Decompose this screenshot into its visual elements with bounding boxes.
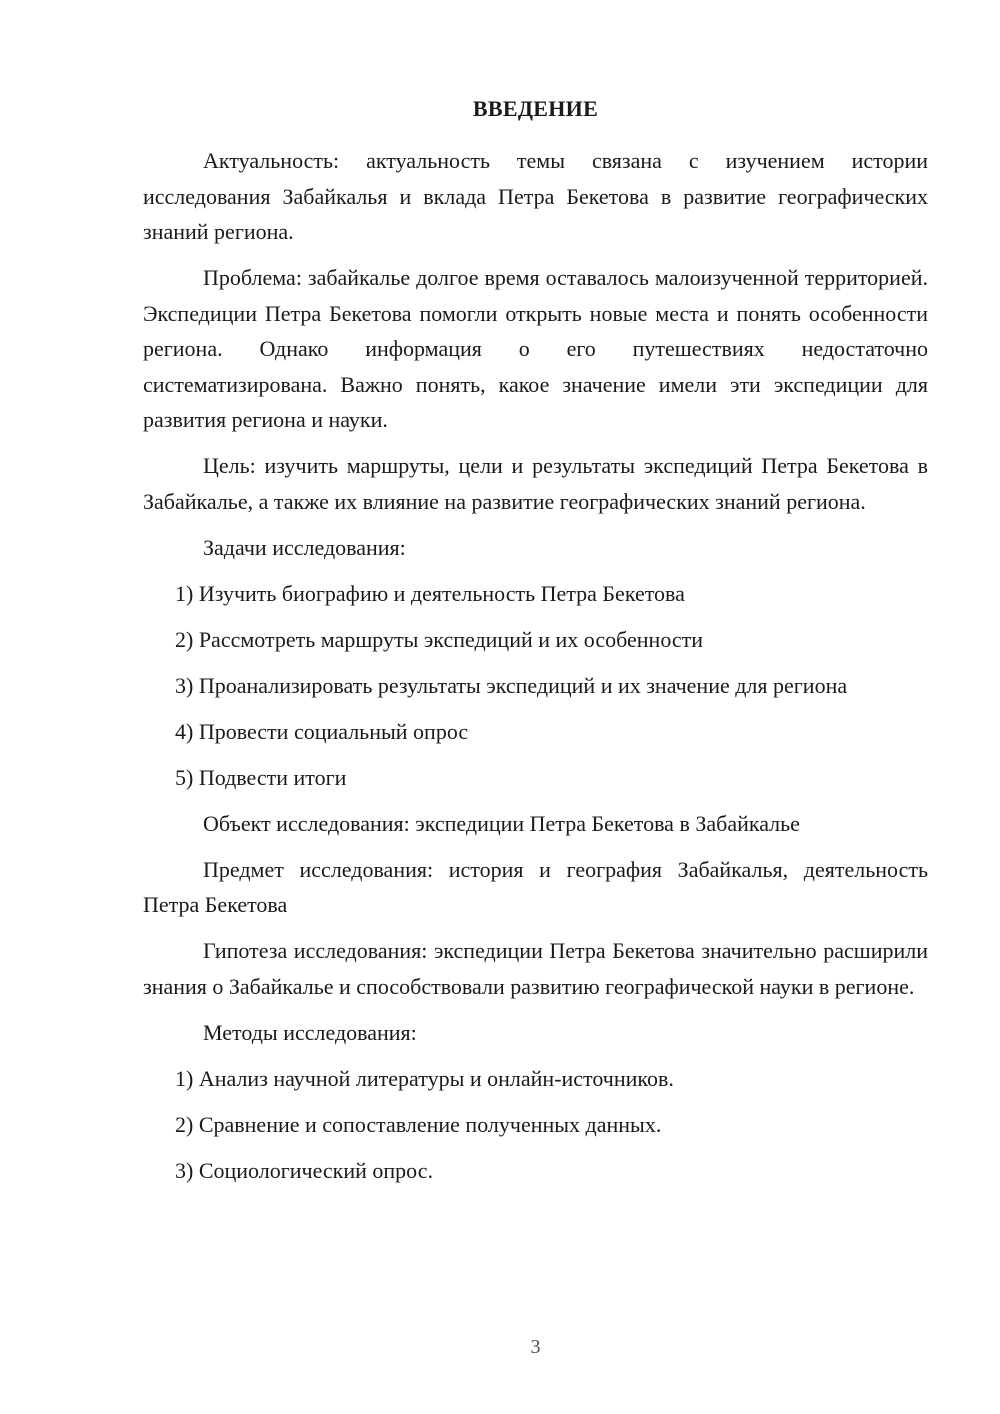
tasks-heading: Задачи исследования: xyxy=(203,534,406,560)
methods-heading: Методы исследования: xyxy=(203,1019,417,1045)
document-body xyxy=(143,143,928,1188)
list-item-method-1: 1) Анализ научной литературы и онлайн-источников. xyxy=(175,1065,674,1091)
list-item-method-3: 3) Социологический опрос. xyxy=(175,1157,433,1183)
list-item-task-5: 5) Подвести итоги xyxy=(175,764,347,790)
page-title: ВВЕДЕНИЕ xyxy=(472,96,599,121)
paragraph-problem: Проблема: забайкалье долгое время оставалось малоизученной территорией. Экспедиции Петра Бекетова помогли открыть новые места и понять особенности региона. Однако информация о его путешествиях недостаточно систематизирована. Важно понять, какое значение имели эти экспедиции для развития региона и науки. xyxy=(143,265,928,432)
list-item-task-3: 3) Проанализировать результаты экспедиций и их значение для региона xyxy=(175,672,848,698)
list-item-task-2: 2) Рассмотреть маршруты экспедиций и их особенности xyxy=(175,626,704,652)
paragraph-goal: Цель: изучить маршруты, цели и результаты экспедиций Петра Бекетова в Забайкалье, а также их влияние на развитие географических знаний региона. xyxy=(143,453,928,514)
paragraph-relevance: Актуальность: актуальность темы связана с изучением истории исследования Забайкалья и вклада Петра Бекетова в развитие географических знаний региона. xyxy=(143,148,928,244)
paragraph-subject: Предмет исследования: история и география Забайкалья, деятельность Петра Бекетова xyxy=(143,856,928,917)
list-item-task-4: 4) Провести социальный опрос xyxy=(175,718,469,744)
list-item-method-2: 2) Сравнение и сопоставление полученных данных. xyxy=(175,1111,662,1137)
document-page xyxy=(143,0,928,1414)
paragraph-hypothesis: Гипотеза исследования: экспедиции Петра Бекетова значительно расширили знания о Забайкалье и способствовали развитию географической науки в регионе. xyxy=(143,938,928,999)
paragraph-object: Объект исследования: экспедиции Петра Бекетова в Забайкалье xyxy=(203,810,800,836)
list-item-task-1: 1) Изучить биографию и деятельность Петра Бекетова xyxy=(175,580,685,606)
page-number: 3 xyxy=(530,1336,541,1358)
